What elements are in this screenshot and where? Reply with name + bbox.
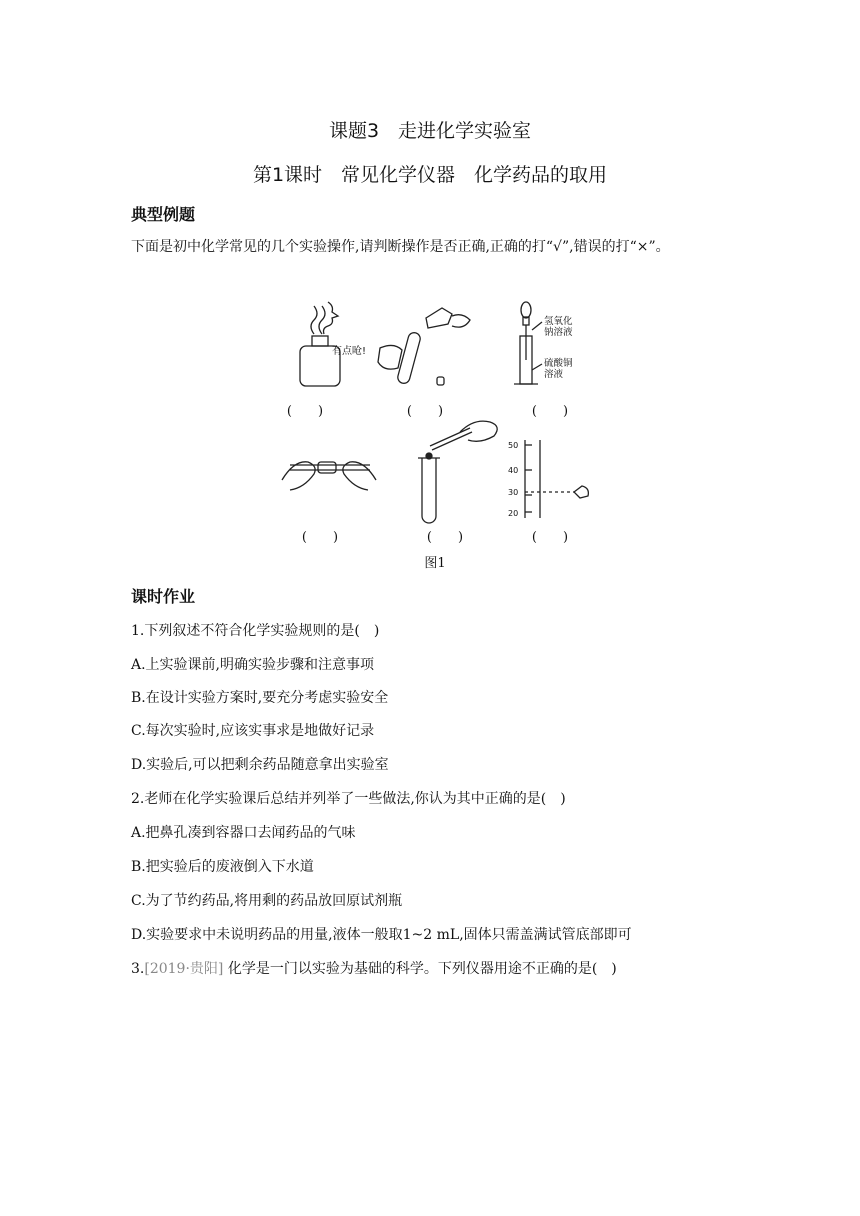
question-3-source: [2019·贵阳] <box>144 961 224 977</box>
tick-50: 50 <box>508 441 519 450</box>
adding-solid-illustration <box>378 308 470 385</box>
question-2-option-a: A.把鼻孔凑到容器口去闻药品的气味 <box>131 825 356 841</box>
question-1-option-a: A.上实验课前,明确实验步骤和注意事项 <box>131 657 375 673</box>
experiment-illustrations <box>270 290 600 550</box>
question-2-option-b: B.把实验后的废液倒入下水道 <box>131 859 314 875</box>
question-2-option-d: D.实验要求中未说明药品的用量,液体一般取1~2 mL,固体只需盖满试管底部即可 <box>131 927 632 943</box>
label-naoh-1: 氢氧化 <box>544 316 573 327</box>
lesson-title: 课题3 走进化学实验室 <box>328 120 532 142</box>
smelling-gas-illustration <box>300 302 340 386</box>
label-cuso4-2: 溶液 <box>544 369 564 380</box>
question-3-number: 3. <box>131 961 145 977</box>
label-smell: 有点呛! <box>332 346 367 357</box>
answer-blank-6[interactable]: ( ) <box>531 530 569 545</box>
answer-blank-4[interactable]: ( ) <box>301 530 339 545</box>
answer-blank-3[interactable]: ( ) <box>531 404 569 419</box>
figure-caption: 图1 <box>424 556 446 571</box>
question-2-stem: 2.老师在化学实验课后总结并列举了一些做法,你认为其中正确的是( ) <box>131 791 566 807</box>
question-1-option-d: D.实验后,可以把剩余药品随意拿出实验室 <box>131 757 389 773</box>
answer-blank-5[interactable]: ( ) <box>426 530 464 545</box>
dropper-cylinder-illustration <box>514 302 542 384</box>
question-1-option-c: C.每次实验时,应该实事求是地做好记录 <box>131 723 375 739</box>
question-3 <box>131 958 617 978</box>
figure-1 <box>270 290 600 570</box>
lesson-subtitle: 第1课时 常见化学仪器 化学药品的取用 <box>252 164 608 186</box>
homework-heading: 课时作业 <box>131 587 196 606</box>
tweezers-test-tube-illustration <box>418 421 497 523</box>
label-cuso4-1: 硫酸铜 <box>544 358 573 369</box>
question-1-stem: 1.下列叙述不符合化学实验规则的是( ) <box>131 623 380 639</box>
label-naoh-2: 钠溶液 <box>544 327 573 338</box>
question-1-option-b: B.在设计实验方案时,要充分考虑实验安全 <box>131 690 389 706</box>
question-2-option-c: C.为了节约药品,将用剩的药品放回原试剂瓶 <box>131 893 403 909</box>
connecting-tubes-illustration <box>282 462 376 490</box>
reading-cylinder-illustration <box>525 440 588 518</box>
answer-blank-1[interactable]: ( ) <box>286 404 324 419</box>
tick-30: 30 <box>508 488 519 497</box>
question-3-stem: 化学是一门以实验为基础的科学。下列仪器用途不正确的是( ) <box>223 961 617 977</box>
tick-40: 40 <box>508 466 519 475</box>
answer-blank-2[interactable]: ( ) <box>406 404 444 419</box>
tick-20: 20 <box>508 509 519 518</box>
example-intro: 下面是初中化学常见的几个实验操作,请判断操作是否正确,正确的打“√”,错误的打“×”。 <box>131 239 670 255</box>
example-heading: 典型例题 <box>131 205 196 224</box>
